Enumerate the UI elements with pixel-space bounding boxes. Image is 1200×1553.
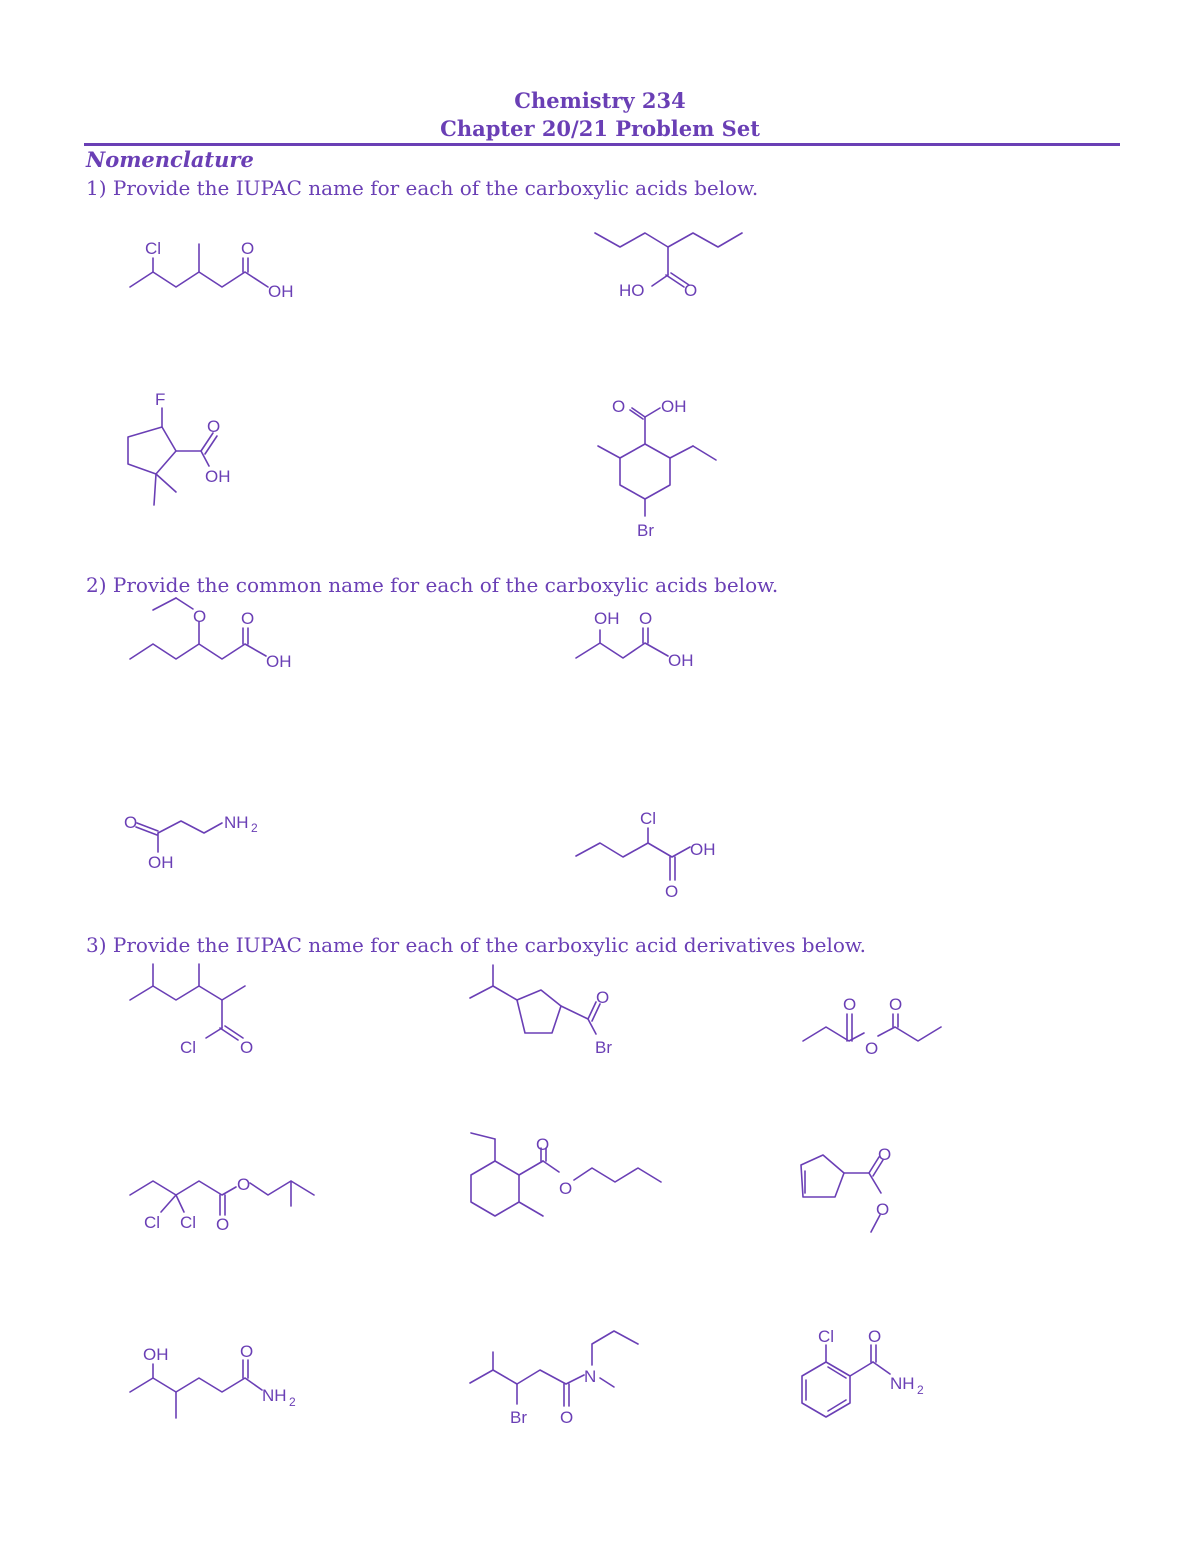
atom-o: O (193, 607, 207, 626)
subscript-2: 2 (289, 1395, 296, 1409)
atom-cl: Cl (640, 809, 657, 828)
structure-q3-b (470, 965, 612, 1057)
atom-o: O (240, 1342, 254, 1361)
atom-o: O (665, 882, 679, 901)
atom-cl: Cl (180, 1038, 197, 1057)
atom-o: O (684, 281, 698, 300)
atom-o: O (216, 1215, 230, 1234)
atom-ho: HO (619, 281, 645, 300)
atom-o: O (124, 813, 138, 832)
atom-o: O (612, 397, 626, 416)
atom-nh: NH (890, 1374, 915, 1393)
atom-oh: OH (148, 853, 174, 872)
atom-o: O (889, 995, 903, 1014)
structure-q1-d (598, 397, 716, 540)
atom-o: O (865, 1039, 879, 1058)
atom-o: O (240, 1038, 254, 1057)
atom-nh: NH (262, 1386, 287, 1405)
atom-oh: OH (143, 1345, 169, 1364)
atom-br: Br (595, 1038, 612, 1057)
atom-oh: OH (668, 651, 694, 670)
question-2: 2) Provide the common name for each of the carboxylic acids below. (86, 573, 779, 597)
atom-o: O (868, 1327, 882, 1346)
structure-q1-b (595, 233, 742, 300)
structure-q2-c (124, 813, 258, 872)
atom-cl: Cl (145, 239, 162, 258)
structure-q1-c (128, 390, 231, 505)
atom-f: F (155, 390, 166, 409)
atom-o: O (843, 995, 857, 1014)
atom-o: O (559, 1179, 573, 1198)
atom-nh: NH (224, 813, 249, 832)
atom-oh: OH (266, 652, 292, 671)
atom-oh: OH (205, 467, 231, 486)
atom-o: O (207, 417, 221, 436)
structure-q3-e (471, 1133, 661, 1216)
atom-o: O (596, 988, 610, 1007)
course-title: Chemistry 234 (514, 88, 686, 113)
section-heading: Nomenclature (86, 147, 254, 172)
structure-q2-b (576, 609, 694, 670)
chapter-title: Chapter 20/21 Problem Set (440, 116, 760, 141)
structure-q3-a (130, 964, 253, 1057)
atom-o: O (237, 1175, 251, 1194)
atom-o: O (241, 609, 255, 628)
atom-oh: OH (690, 840, 716, 859)
structure-q3-f (801, 1145, 891, 1232)
atom-oh: OH (661, 397, 687, 416)
atom-n: N (584, 1367, 597, 1386)
structure-q3-g (130, 1342, 296, 1418)
structure-q2-d (576, 809, 716, 901)
atom-br: Br (637, 521, 654, 540)
atom-oh: OH (268, 282, 294, 301)
structure-q3-d (130, 1175, 314, 1234)
atom-o: O (536, 1135, 550, 1154)
structure-q3-i (802, 1327, 924, 1417)
structure-q1-a (130, 239, 294, 301)
question-3: 3) Provide the IUPAC name for each of the carboxylic acid derivatives below. (86, 933, 866, 957)
atom-o: O (876, 1200, 890, 1219)
atom-br: Br (510, 1408, 527, 1427)
question-1: 1) Provide the IUPAC name for each of the carboxylic acids below. (86, 176, 759, 200)
atom-cl: Cl (180, 1213, 197, 1232)
atom-o: O (241, 239, 255, 258)
subscript-2: 2 (251, 821, 258, 835)
atom-o: O (639, 609, 653, 628)
atom-o: O (878, 1145, 892, 1164)
subscript-2: 2 (917, 1383, 924, 1397)
structure-q2-a (130, 598, 292, 671)
atom-cl: Cl (818, 1327, 835, 1346)
atom-o: O (560, 1408, 574, 1427)
structure-q3-h (470, 1331, 638, 1427)
atom-oh: OH (594, 609, 620, 628)
structure-q3-c (803, 995, 941, 1058)
atom-cl: Cl (144, 1213, 161, 1232)
